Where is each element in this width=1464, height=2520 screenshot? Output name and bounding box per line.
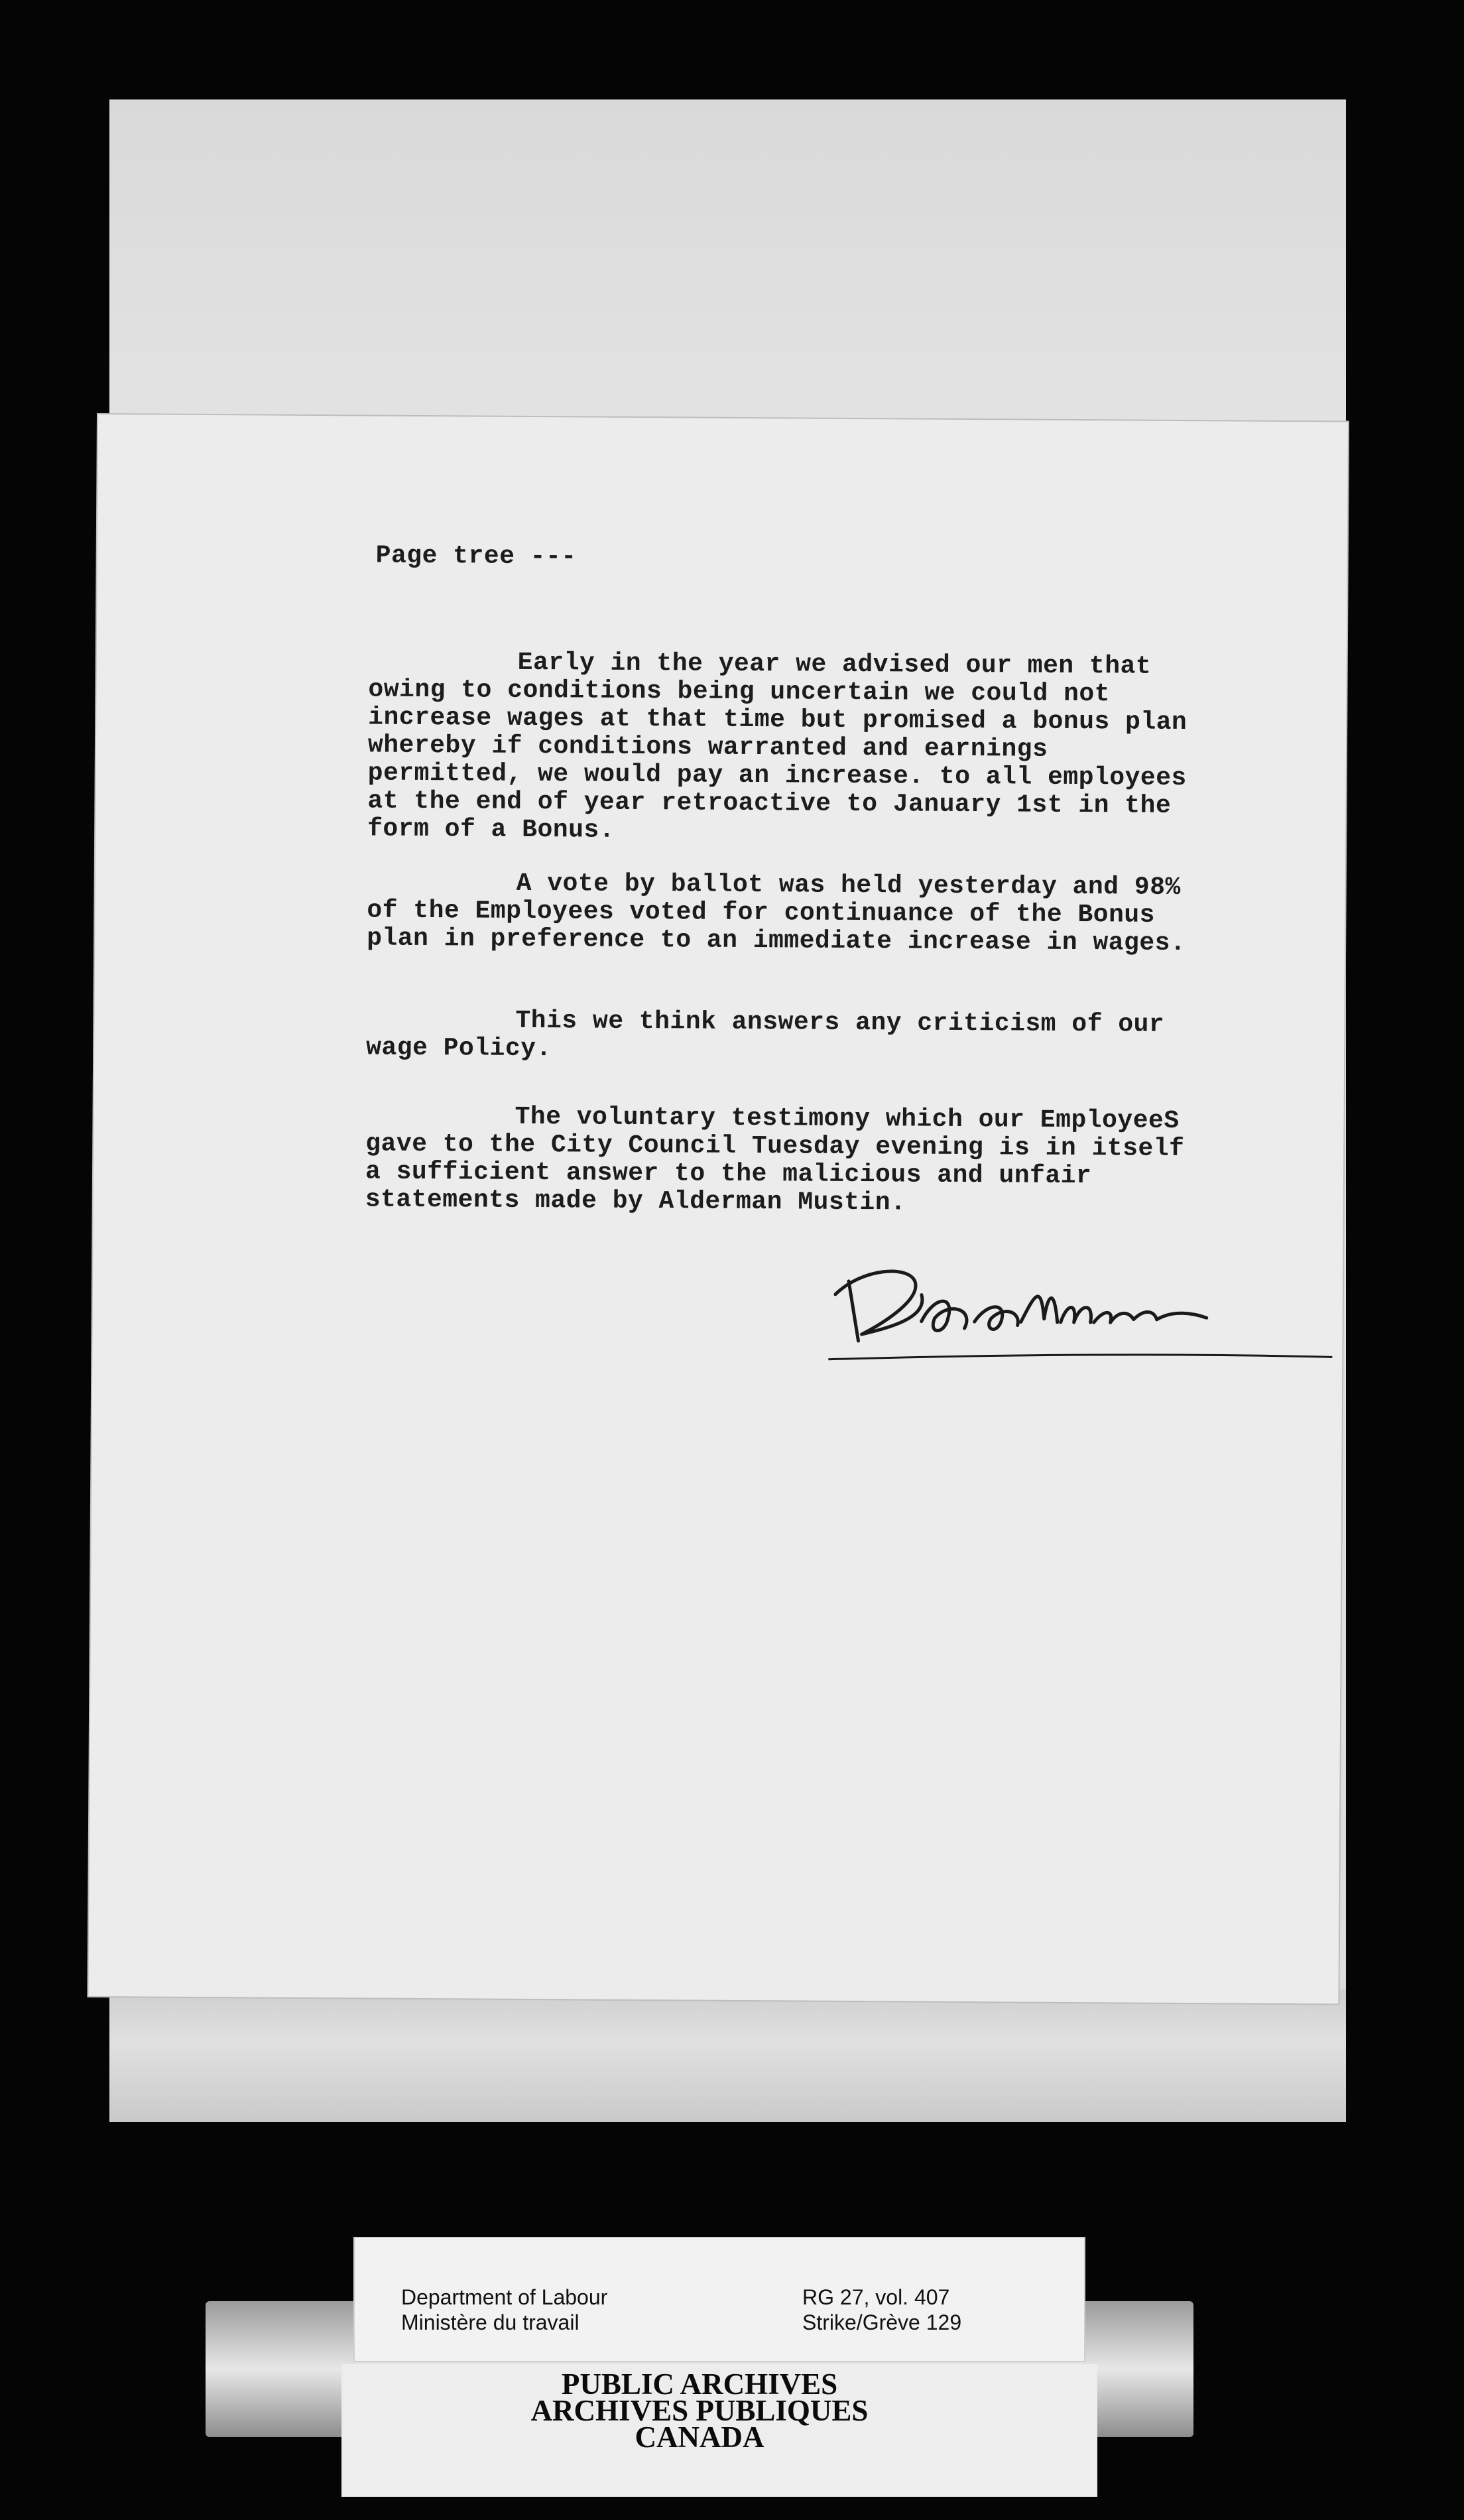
page-heading: Page tree --- xyxy=(375,541,577,572)
paragraph-bonus-plan: Early in the year we advised our men that owing to conditions being uncertain we could not increase wages at that time but promised a bonus plan whereby if conditions warranted and earnings permitted, we would pay an increase. to all employees at the end of year retroactive to January 1st in the form of a Bonus. xyxy=(367,648,1203,845)
archives-line-2: ARCHIVES PUBLIQUES xyxy=(530,2394,869,2427)
reference-block xyxy=(802,2285,961,2335)
archives-line-1: PUBLIC ARCHIVES xyxy=(561,2367,838,2401)
record-group: RG 27, vol. 407 xyxy=(802,2285,950,2309)
paragraph-testimony: The voluntary testimony which our EmployeeS gave to the City Council Tuesday evening is in itself a sufficient answer to the malicious and unfair statements made by Alderman Mustin. xyxy=(365,1102,1200,1218)
letter-body xyxy=(88,414,1348,2003)
archive-reference-card xyxy=(355,2238,1084,2361)
paragraph-wage-policy: This we think answers any criticism of our wage Policy. xyxy=(366,1006,1180,1064)
strike-number: Strike/Grève 129 xyxy=(802,2310,962,2334)
department-english: Department of Labour xyxy=(401,2285,608,2309)
letter-page xyxy=(88,414,1348,2003)
archive-footer xyxy=(206,2238,1193,2520)
archives-line-3: CANADA xyxy=(635,2421,764,2454)
signature-icon xyxy=(822,1255,1339,1371)
department-block xyxy=(401,2285,607,2335)
archives-stamp xyxy=(206,2367,1193,2454)
backing-sheet-bottom xyxy=(109,1989,1346,2122)
paragraph-ballot-vote: A vote by ballot was held yesterday and 98% of the Employees voted for continuance of the Bonus plan in preference to an immediate increase in wages. xyxy=(367,869,1197,958)
department-french: Ministère du travail xyxy=(401,2310,580,2334)
